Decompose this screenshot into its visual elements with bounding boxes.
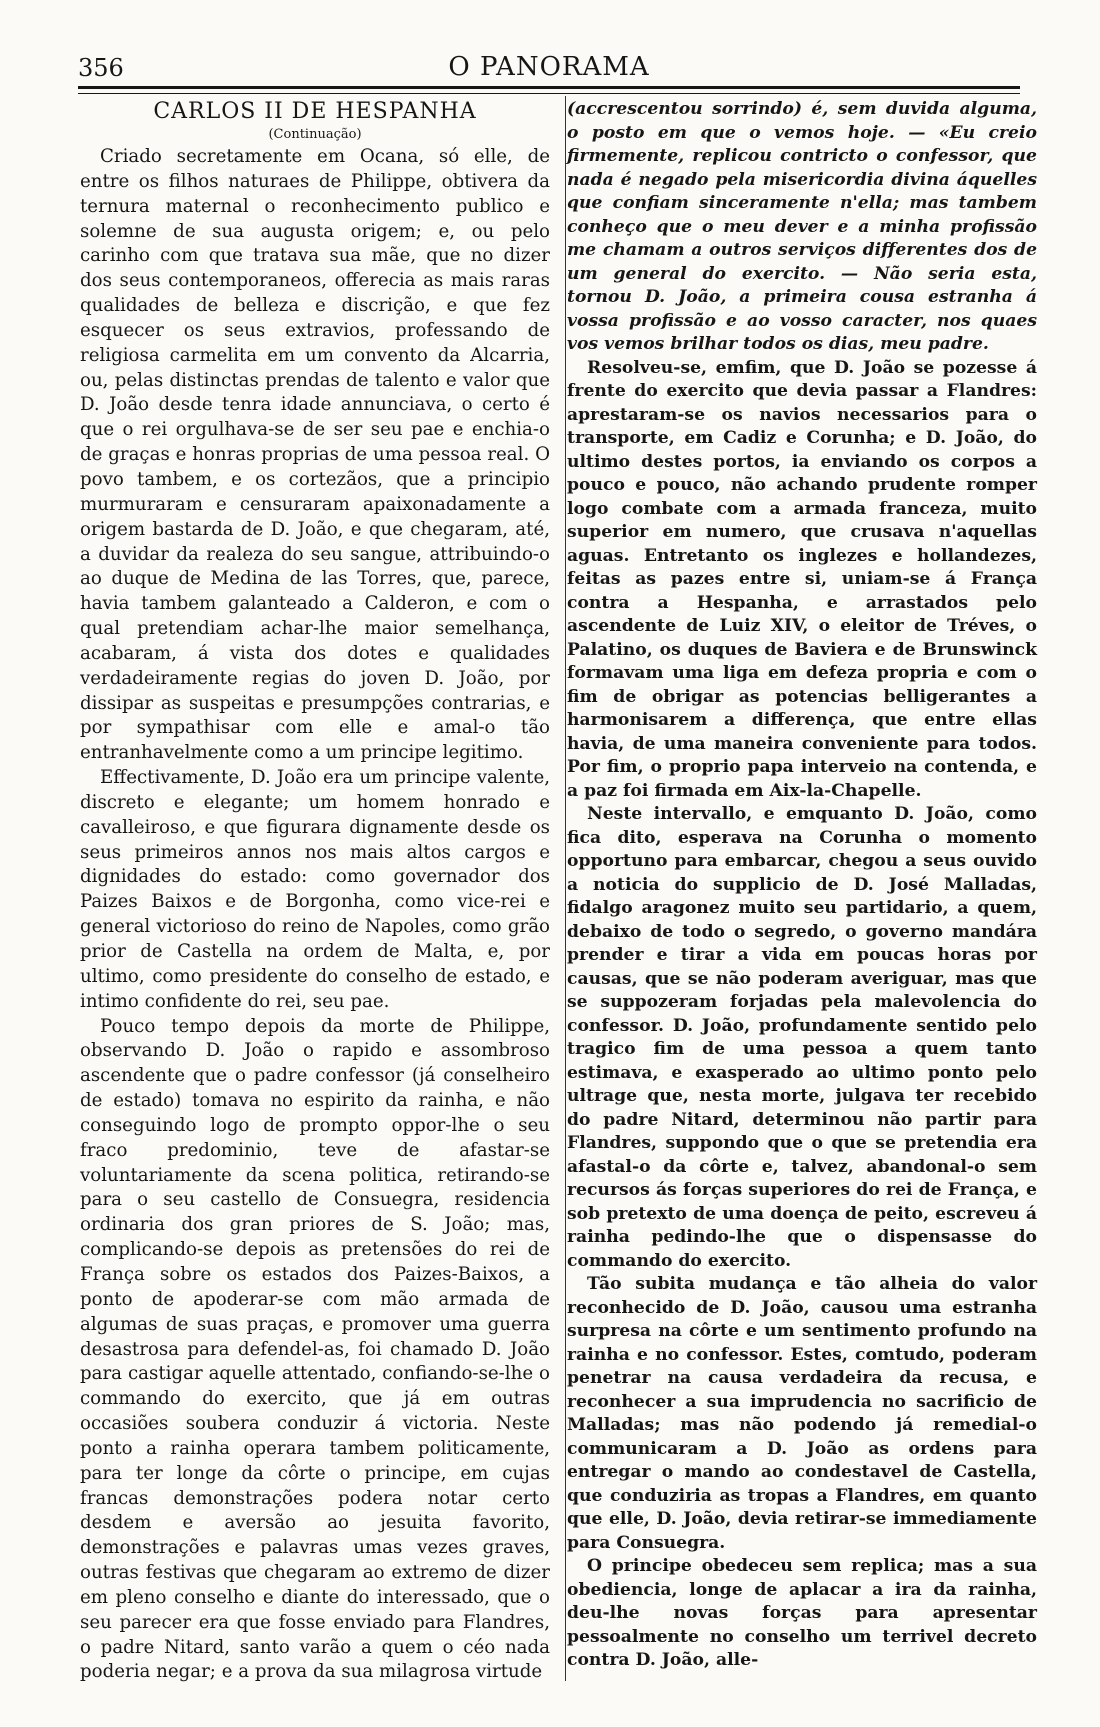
paragraph: Tão subita mudança e tão alheia do valor reconhecido de D. João, causou uma estranha surpresa na côrte e um sentimento profundo na rainha e no confessor. Estes, comtudo, poderam penetrar na causa verdadeira da recusa, e reconhecer a sua imprudencia no sacrificio de Malladas; mas não podendo já remedial-o communicaram a D. João as ordens para entregar o mando ao condestavel de Castella, que conduziria as tropas a Flandres, em quanto que elle, D. João, devia retirar-se immediamente para Consuegra.: [567, 1274, 1037, 1553]
column-divider: [565, 96, 566, 1681]
left-column: [80, 98, 550, 1685]
paragraph: (accrescentou sorrindo) é, sem duvida alguma, o posto em que o vemos hoje. — «Eu creio firmemente, replicou contricto o confessor, que nada é negado pela misericordia divina áquelles que confiam sinceramente n'ella; mas tambem conheço que o meu dever e a minha profissão me chamam a outros serviços differentes dos de um general do exercito. — Não seria esta, tornou D. João, a primeira cousa estranha á vossa profissão e ao vosso caracter, nos quaes vos vemos brilhar todos os dias, meu padre.: [567, 99, 1037, 354]
journal-title: O PANORAMA: [448, 52, 650, 82]
continuation-note: (Continuação): [268, 127, 362, 142]
paragraph: Neste intervallo, e emquanto D. João, como fica dito, esperava na Corunha o momento opportuno para embarcar, chegou a seus ouvido a noticia do supplicio de D. José Malladas, fidalgo aragonez muito seu partidario, a quem, debaixo de todo o segredo, o governo mandára prender e tirar a vida em poucas horas por causas, que se não poderam averiguar, mas que se suppozeram forjadas pela malevolencia do confessor. D. João, profundamente sentido pelo tragico fim de uma pessoa a quem tanto estimava, e exasperado ao ultimo ponto pelo ultrage que, nesta morte, julgava ter recebido do padre Nitard, determinou não partir para Flandres, suppondo que o que se pretendia era afastal-o da côrte e, talvez, abandonal-o sem recursos ás forças superiores do rei de França, e sob pretexto de uma doença de peito, escreveu á rainha pedindo-lhe que o dispensasse do commando do exercito.: [567, 804, 1037, 1271]
paragraph: Criado secretamente em Ocana, só elle, de entre os filhos naturaes de Philippe, obtivera da ternura maternal o reconhecimento publico e solemne de sua augusta origem; e, ou pelo carinho com que tratava sua mãe, que no dizer dos seus contemporaneos, offerecia as mais raras qualidades de belleza e discrição, e que fez esquecer os seus extravios, professando de religiosa carmelita em um convento da Alcarria, ou, pelas distinctas prendas de talento e valor que D. João desde tenra idade annunciava, o certo é que o rei orgulhava-se de ser seu pae e enchia-o de graças e honras proprias de uma pessoa real. O povo tambem, e os cortezãos, que a principio murmuraram e censuraram apaixonadamente a origem bastarda de D. João, e que chegaram, até, a duvidar da realeza do seu sangue, attribuindo-o ao duque de Medina de las Torres, que, parece, havia tambem galanteado a Calderon, e com o qual pretendiam achar-lhe maior semelhança, acabaram, á vista dos dotes e qualidades verdadeiramente regias do joven D. João, por dissipar as suspeitas e presumpções contrarias, e por sympathisar com elle e amal-o tão entranhavelmente como a um principe legitimo.: [80, 146, 550, 764]
header-rule: [78, 86, 1020, 94]
paragraph: O principe obedeceu sem replica; mas a sua obediencia, longe de aplacar a ira da rainha, deu-lhe novas forças para apresentar pessoalmente no conselho um terrivel decreto contra D. João, alle-: [567, 1556, 1037, 1670]
page-header: [78, 50, 1020, 86]
article-title: CARLOS II DE HESPANHA: [153, 99, 477, 124]
paragraph: Resolveu-se, emfim, que D. João se pozesse á frente do exercito que devia passar a Flandres: aprestaram-se os navios necessarios para o transporte, em Cadiz e Corunha; e D. João, do ultimo destes portos, ia enviando os corpos a pouco e pouco, não achando prudente romper logo combate com a armada franceza, muito superior em numero, que crusava n'aquellas aguas. Entretanto os inglezes e hollandezes, feitas as pazes entre si, uniam-se á França contra a Hespanha, e arrastados pelo ascendente de Luiz XIV, o eleitor de Tréves, o Palatino, os duques de Baviera e de Brunswinck formavam uma liga em defeza propria e com o fim de obrigar as potencias belligerantes a harmonisarem a differença, que entre ellas havia, de uma maneira conveniente para todos. Por fim, o proprio papa interveio na contenda, e a paz foi firmada em Aix-la-Chapelle.: [567, 357, 1037, 801]
page-number: 356: [78, 54, 124, 82]
paragraph: Pouco tempo depois da morte de Philippe, observando D. João o rapido e assombroso ascendente que o padre confessor (já conselheiro de estado) tomava no espirito da rainha, e não conseguindo logo de prompto oppor-lhe o seu fraco predominio, teve de afastar-se voluntariamente da scena politica, retirando-se para o seu castello de Consuegra, residencia ordinaria dos gran priores de S. João; mas, complicando-se depois as pretensões do rei de França sobre os estados dos Paizes-Baixos, a ponto de apoderar-se com mão armada de algumas de suas praças, e promover uma guerra desastrosa para defendel-as, foi chamado D. João para castigar aquelle attentado, confiando-se-lhe o commando do exercito, que já em outras occasiões soubera conduzir á victoria. Neste ponto a rainha operara tambem politicamente, para ter longe da côrte o principe, em cujas francas demonstrações podera notar certo desdem e aversão ao jesuita favorito, demonstrações e palavras umas vezes graves, outras festivas que chegaram ao extremo de dizer em pleno conselho e diante do interessado, que o seu parecer era que fosse enviado para Flandres, o padre Nitard, santo varão a quem o céo nada poderia negar; e a prova da sua milagrosa virtude: [80, 1015, 550, 1683]
right-column: [567, 98, 1037, 1673]
paragraph: Effectivamente, D. João era um principe valente, discreto e elegante; um homem honrado e cavalleiroso, e que figurara dignamente desde os seus primeiros annos nos mais altos cargos e dignidades do estado: como governador dos Paizes Baixos e de Borgonha, como vice-rei e general victorioso do reino de Napoles, como grão prior de Castella na ordem de Malta, e, por ultimo, como presidente do conselho de estado, e intimo confidente do rei, seu pae.: [80, 767, 550, 1012]
